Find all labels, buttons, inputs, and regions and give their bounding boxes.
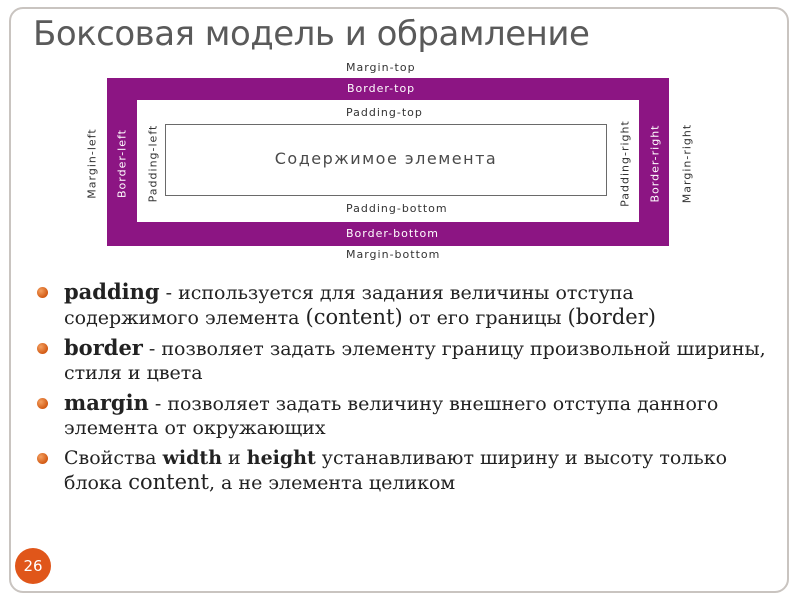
padding-left-label: Padding-left [146, 124, 160, 203]
margin-bottom-label: Margin-bottom [346, 248, 441, 261]
border-right-label: Border-right [648, 124, 662, 203]
bullet-text: Свойства [64, 447, 163, 469]
border-bottom-label: Border-bottom [346, 227, 439, 240]
bullet-text: и [222, 447, 247, 469]
padding-right-label: Padding-right [618, 120, 632, 207]
bullet-width-height [34, 446, 774, 495]
bullet-text: - позволяет задать элементу границу произвольной ширины, стиля и цвета [64, 338, 766, 384]
term-width: width [162, 447, 223, 469]
content-label: Содержимое элемента [274, 149, 498, 168]
bullet-text: , а не элемента целиком [208, 472, 456, 494]
bullet-icon [37, 287, 48, 298]
term-margin: margin [64, 390, 149, 415]
bullet-text: (border) [567, 305, 656, 329]
border-top-label: Border-top [347, 82, 416, 95]
term-height: height [246, 447, 316, 469]
bullet-text: от его границы [402, 307, 568, 329]
slide-title: Боксовая модель и обрамление [33, 14, 590, 54]
term-border: border [64, 335, 143, 360]
bullet-icon [37, 453, 48, 464]
bullet-padding [34, 280, 774, 330]
bullet-list [34, 280, 774, 501]
border-left-label: Border-left [115, 129, 129, 198]
page-number-badge: 26 [15, 548, 51, 584]
padding-top-label: Padding-top [346, 106, 423, 119]
margin-top-label: Margin-top [346, 61, 416, 74]
term-padding: padding [64, 279, 160, 304]
bullet-text: - позволяет задать величину внешнего отступа данного элемента от окружающих [64, 393, 719, 439]
bullet-text: - используется для задания величины отступа содержимого элемента [64, 282, 634, 329]
margin-right-label: Margin-right [680, 123, 694, 204]
bullet-margin [34, 391, 774, 440]
bullet-icon [37, 343, 48, 354]
margin-left-label: Margin-left [85, 128, 99, 199]
bullet-icon [37, 398, 48, 409]
bullet-text: content [128, 470, 209, 494]
bullet-text: (content) [305, 305, 403, 329]
bullet-border [34, 336, 774, 385]
bullet-text: устанавливают ширину и высоту только блока [64, 447, 728, 494]
content-area [165, 124, 607, 196]
padding-bottom-label: Padding-bottom [346, 202, 448, 215]
